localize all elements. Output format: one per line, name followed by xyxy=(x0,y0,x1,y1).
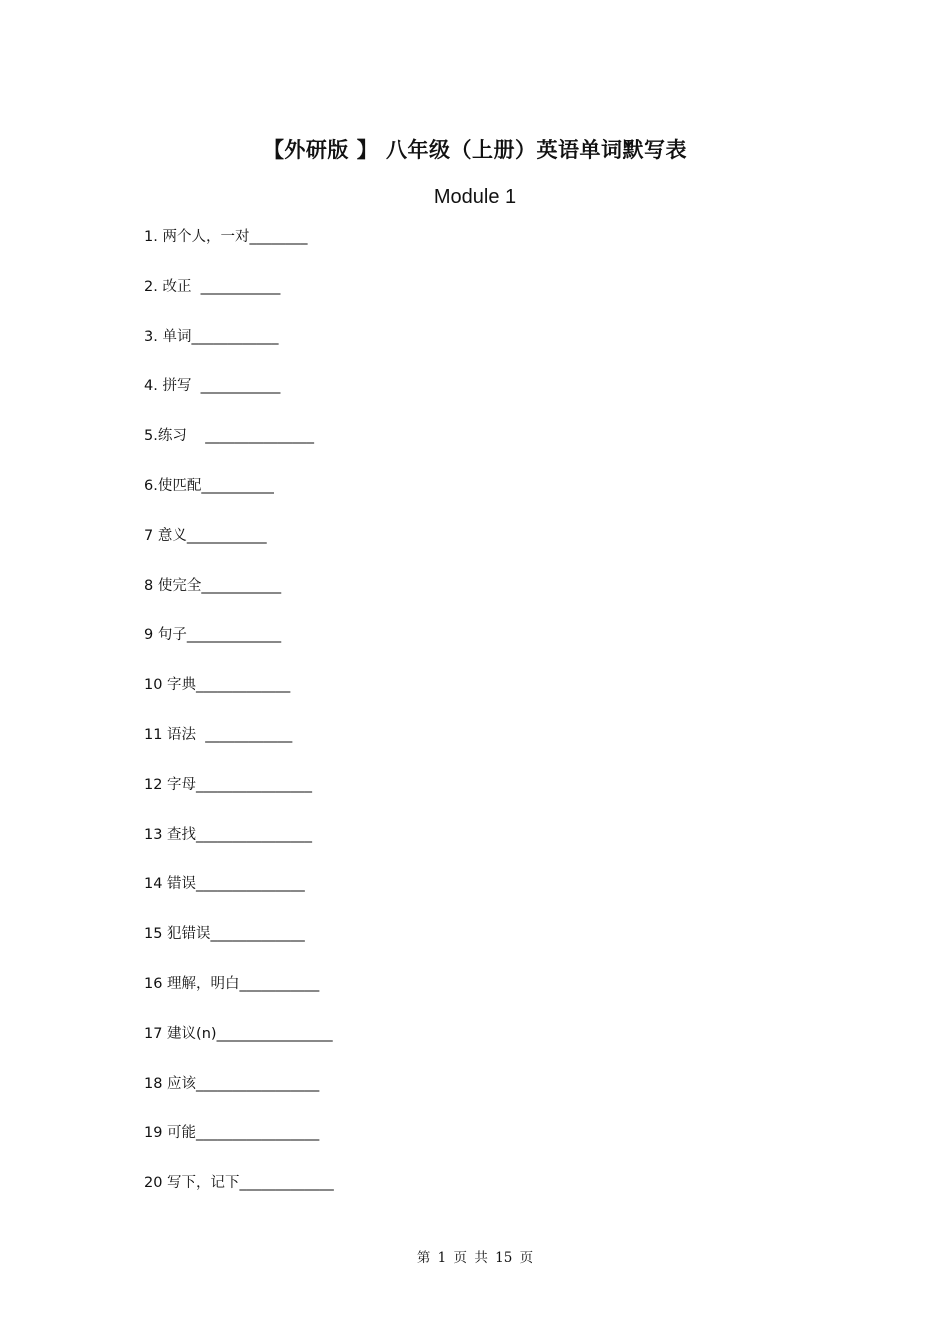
vocab-item: 5.练习 _______________ xyxy=(144,428,315,445)
vocab-item: 7 意义___________ xyxy=(144,527,267,544)
vocab-item: 6.使匹配__________ xyxy=(144,477,274,494)
vocab-item: 1. 两个人，一对________ xyxy=(144,229,308,245)
vocab-item: 4. 拼写 ___________ xyxy=(144,378,281,395)
vocab-item: 11 语法 ____________ xyxy=(144,726,293,743)
vocab-item: 18 应该_________________ xyxy=(144,1075,320,1092)
vocab-item: 8 使完全___________ xyxy=(144,577,282,594)
vocabulary-list xyxy=(144,226,334,1222)
vocab-item: 17 建议(n)________________ xyxy=(144,1025,333,1042)
module-heading: Module 1 xyxy=(433,186,517,208)
vocab-item: 3. 单词____________ xyxy=(144,328,279,345)
vocab-item: 19 可能_________________ xyxy=(144,1125,320,1142)
vocab-item: 10 字典_____________ xyxy=(144,677,291,694)
vocab-item: 14 错误_______________ xyxy=(144,876,305,893)
vocab-item: 12 字母________________ xyxy=(144,776,313,793)
vocab-item: 2. 改正 ___________ xyxy=(144,278,281,295)
document-title: 【外研版 】 八年级（上册）英语单词默写表 xyxy=(262,138,688,162)
vocab-item: 20 写下，记下_____________ xyxy=(144,1175,334,1192)
vocab-item: 9 句子_____________ xyxy=(144,627,282,644)
vocab-item: 16 理解，明白___________ xyxy=(144,975,320,992)
vocab-item: 13 查找________________ xyxy=(144,826,313,843)
page-footer: 第 1 页 共 15 页 xyxy=(416,1250,534,1266)
vocab-item: 15 犯错误_____________ xyxy=(144,926,305,943)
